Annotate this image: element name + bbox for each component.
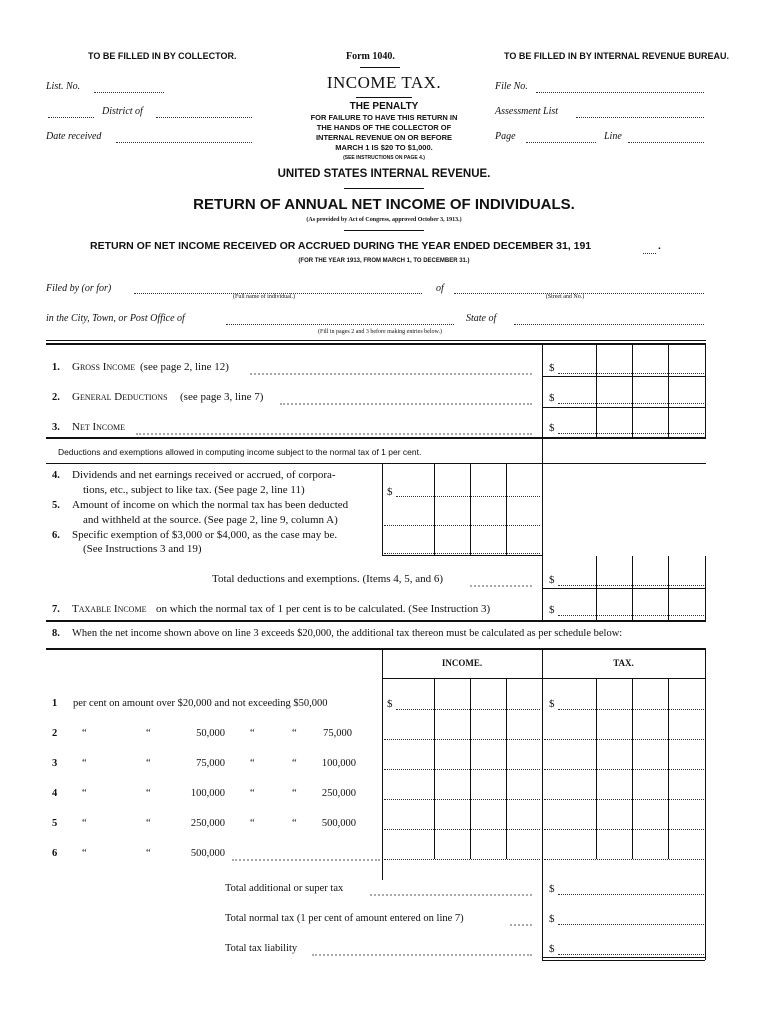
rule (46, 648, 706, 650)
schedule-row-1-tax[interactable] (558, 709, 704, 710)
ditto-mark: “ (82, 788, 87, 799)
leader-dots (232, 859, 380, 861)
ditto-mark: “ (292, 818, 297, 829)
year-line: RETURN OF NET INCOME RECEIVED OR ACCRUED DURING THE YEAR ENDED DECEMBER 31, 191 (90, 240, 592, 252)
line-1-amount[interactable] (558, 373, 704, 374)
ditto-mark: “ (292, 758, 297, 769)
line-5-text-b: and withheld at the source. (See page 2, line 9, column A) (83, 514, 338, 526)
penalty-text: FOR FAILURE TO HAVE THIS RETURN IN THE HANDS OF THE COLLECTOR OF INTERNAL REVENUE ON OR BEFORE MARCH 1 IS $20 TO $1,000. (310, 113, 458, 152)
rule (542, 588, 705, 589)
line-4-text-b: tions, etc., subject to like tax. (See page 2, line 11) (83, 484, 305, 496)
rule (46, 463, 706, 464)
file-no-field[interactable] (536, 92, 704, 93)
line-6-text-a: Specific exemption of $3,000 or $4,000, as the case may be. (72, 529, 338, 541)
state-label: State of (466, 313, 497, 324)
line-5-amount[interactable] (384, 525, 540, 526)
return-title: RETURN OF ANNUAL NET INCOME OF INDIVIDUALS. (193, 196, 575, 213)
schedule-row-4-tax[interactable] (544, 799, 704, 800)
line-2-number: 2. (52, 392, 60, 403)
page-label: Page (495, 131, 516, 142)
dollar-sign: $ (549, 943, 555, 955)
rule (382, 678, 705, 679)
grid-line (542, 650, 543, 960)
total-deductions-amount[interactable] (558, 585, 704, 586)
line-4-amount[interactable] (396, 496, 540, 497)
divider (356, 97, 412, 98)
ditto-mark: “ (82, 728, 87, 739)
line-3-label: Net Income (72, 421, 126, 433)
dollar-sign: $ (549, 392, 555, 404)
schedule-from-amount: 100,000 (190, 788, 225, 799)
grid-line (434, 464, 435, 556)
schedule-to-amount: 250,000 (321, 788, 356, 799)
grid-line (596, 344, 597, 438)
act-note: (As provided by Act of Congress, approved October 3, 1913.) (306, 217, 462, 223)
schedule-row-1-text: per cent on amount over $20,000 and not exceeding $50,000 (73, 698, 328, 709)
line-3-number: 3. (52, 422, 60, 433)
schedule-row-5-income[interactable] (384, 829, 540, 830)
street-note: (Street and No.) (545, 294, 585, 300)
leader-dots (510, 924, 532, 926)
total-liability-amount[interactable] (558, 954, 704, 955)
schedule-to-amount: 75,000 (323, 728, 352, 739)
line-6-text-b: (See Instructions 3 and 19) (83, 543, 202, 555)
line-7-note: on which the normal tax of 1 per cent is to be calculated. (See Instruction 3) (156, 603, 491, 615)
schedule-row-6-income[interactable] (384, 859, 540, 860)
rule (542, 957, 705, 958)
line-1-note: (see page 2, line 12) (140, 361, 229, 373)
ditto-mark: “ (250, 728, 255, 739)
grid-line (705, 344, 706, 438)
schedule-row-3-tax[interactable] (544, 769, 704, 770)
schedule-from-amount: 50,000 (196, 728, 225, 739)
year-note: (FOR THE YEAR 1913, FROM MARCH 1, TO DECEMBER 31.) (298, 258, 470, 264)
line-8-number: 8. (52, 628, 60, 639)
line-6-amount[interactable] (384, 553, 540, 554)
agency-title: UNITED STATES INTERNAL REVENUE. (277, 168, 491, 180)
line-7-label: Taxable Income (72, 603, 147, 615)
schedule-row-number: 3 (52, 758, 58, 769)
schedule-row-number: 1 (52, 698, 58, 709)
rule (382, 555, 542, 556)
schedule-row-4-income[interactable] (384, 799, 540, 800)
dollar-sign: $ (387, 486, 393, 498)
filed-by-label: Filed by (or for) (46, 283, 112, 294)
year-field[interactable] (643, 253, 656, 254)
line-4-number: 4. (52, 470, 60, 481)
line-5-number: 5. (52, 500, 60, 511)
list-no-label: List. No. (46, 81, 81, 92)
total-normal-label: Total normal tax (1 per cent of amount entered on line 7) (225, 913, 464, 924)
ditto-mark: “ (82, 818, 87, 829)
city-label: in the City, Town, or Post Office of (46, 313, 185, 324)
grid-line (382, 464, 383, 556)
file-no-label: File No. (495, 81, 528, 92)
leader-dots (280, 403, 532, 405)
dollar-sign: $ (387, 698, 393, 710)
schedule-row-number: 6 (52, 848, 58, 859)
grid-line (542, 439, 543, 463)
leader-dots (312, 954, 532, 956)
ditto-mark: “ (250, 818, 255, 829)
form-number: Form 1040. (346, 51, 395, 62)
grid-line (542, 464, 543, 556)
income-column-header: INCOME. (441, 658, 483, 668)
schedule-to-amount: 100,000 (321, 758, 356, 769)
line-3-amount[interactable] (558, 433, 704, 434)
district-prefix-field[interactable] (48, 117, 94, 118)
grid-line (506, 464, 507, 556)
ditto-mark: “ (292, 788, 297, 799)
schedule-row-2-income[interactable] (384, 739, 540, 740)
ditto-mark: “ (146, 848, 151, 859)
total-normal-amount[interactable] (558, 924, 704, 925)
dollar-sign: $ (549, 698, 555, 710)
assessment-list-label: Assessment List (495, 106, 559, 117)
district-label: District of (102, 106, 143, 117)
ditto-mark: “ (250, 788, 255, 799)
leader-dots (136, 433, 532, 435)
grid-line (705, 650, 706, 960)
schedule-row-3-income[interactable] (384, 769, 540, 770)
grid-line (382, 650, 383, 880)
schedule-from-amount: 500,000 (190, 848, 225, 859)
schedule-row-6-tax[interactable] (544, 859, 704, 860)
tax-column-header: TAX. (613, 658, 634, 668)
city-field[interactable] (226, 324, 454, 325)
total-deductions-label: Total deductions and exemptions. (Items 4, 5, and 6) (212, 573, 444, 585)
collector-title: TO BE FILLED IN BY COLLECTOR. (88, 51, 237, 61)
deductions-header: Deductions and exemptions allowed in computing income subject to the normal tax of 1 per cent. (58, 447, 422, 457)
leader-dots (370, 894, 532, 896)
ditto-mark: “ (146, 818, 151, 829)
main-title: INCOME TAX. (326, 73, 442, 92)
line-field[interactable] (628, 142, 704, 143)
line-2-note: (see page 3, line 7) (180, 391, 264, 403)
line-1-label: Gross Income (72, 361, 136, 373)
divider (344, 230, 424, 231)
ditto-mark: “ (82, 848, 87, 859)
grid-line (705, 556, 706, 620)
ditto-mark: “ (250, 758, 255, 769)
dollar-sign: $ (549, 422, 555, 434)
divider (344, 188, 424, 189)
line-8-text: When the net income shown above on line 3 exceeds $20,000, the additional tax thereon must be calculated as per schedule below: (72, 628, 623, 639)
grid-line (668, 344, 669, 438)
grid-line (632, 344, 633, 438)
ditto-mark: “ (146, 788, 151, 799)
rule (542, 407, 705, 408)
line-7-amount[interactable] (558, 615, 704, 616)
dollar-sign: $ (549, 913, 555, 925)
of-label: of (436, 283, 444, 294)
ditto-mark: “ (82, 758, 87, 769)
schedule-from-amount: 75,000 (196, 758, 225, 769)
fill-note: (Fill in pages 2 and 3 before making entries below.) (318, 329, 442, 335)
total-additional-amount[interactable] (558, 894, 704, 895)
line-1-number: 1. (52, 362, 60, 373)
rule (46, 340, 706, 341)
list-no-field[interactable] (94, 92, 164, 93)
schedule-row-1-income[interactable] (396, 709, 540, 710)
total-liability-label: Total tax liability (225, 943, 298, 954)
grid-line (470, 464, 471, 556)
total-additional-label: Total additional or super tax (225, 883, 344, 894)
state-field[interactable] (514, 324, 704, 325)
dollar-sign: $ (549, 574, 555, 586)
ditto-mark: “ (146, 728, 151, 739)
schedule-row-2-tax[interactable] (544, 739, 704, 740)
line-7-number: 7. (52, 604, 60, 615)
line-4-text-a: Dividends and net earnings received or accrued, of corpora- (72, 469, 336, 481)
dollar-sign: $ (549, 362, 555, 374)
bureau-title: TO BE FILLED IN BY INTERNAL REVENUE BUREAU. (504, 51, 730, 61)
divider (360, 67, 400, 68)
line-label: Line (604, 131, 622, 142)
page-field[interactable] (526, 142, 596, 143)
full-name-note: (Full name of individual.) (233, 294, 295, 300)
ditto-mark: “ (146, 758, 151, 769)
rule (542, 376, 705, 377)
line-5-text-a: Amount of income on which the normal tax has been deducted (72, 499, 349, 511)
dollar-sign: $ (549, 883, 555, 895)
schedule-row-number: 5 (52, 818, 58, 829)
rule (46, 620, 706, 622)
line-2-amount[interactable] (558, 403, 704, 404)
schedule-row-5-tax[interactable] (544, 829, 704, 830)
line-6-number: 6. (52, 530, 60, 541)
penalty-title: THE PENALTY (349, 101, 419, 112)
leader-dots (250, 373, 532, 375)
grid-line (542, 344, 543, 438)
dollar-sign: $ (549, 604, 555, 616)
ditto-mark: “ (292, 728, 297, 739)
assessment-list-field[interactable] (576, 117, 704, 118)
district-field[interactable] (156, 117, 252, 118)
penalty-note: (SEE INSTRUCTIONS ON PAGE 4.) (343, 155, 425, 161)
date-received-label: Date received (46, 131, 102, 142)
line-2-label: General Deductions (72, 391, 168, 403)
schedule-from-amount: 250,000 (190, 818, 225, 829)
leader-dots (470, 585, 532, 587)
rule (46, 437, 706, 439)
year-line-period: . (658, 240, 661, 252)
rule (46, 343, 706, 345)
date-received-field[interactable] (116, 142, 252, 143)
schedule-to-amount: 500,000 (321, 818, 356, 829)
schedule-row-number: 4 (52, 788, 58, 799)
rule (542, 960, 705, 961)
schedule-row-number: 2 (52, 728, 58, 739)
